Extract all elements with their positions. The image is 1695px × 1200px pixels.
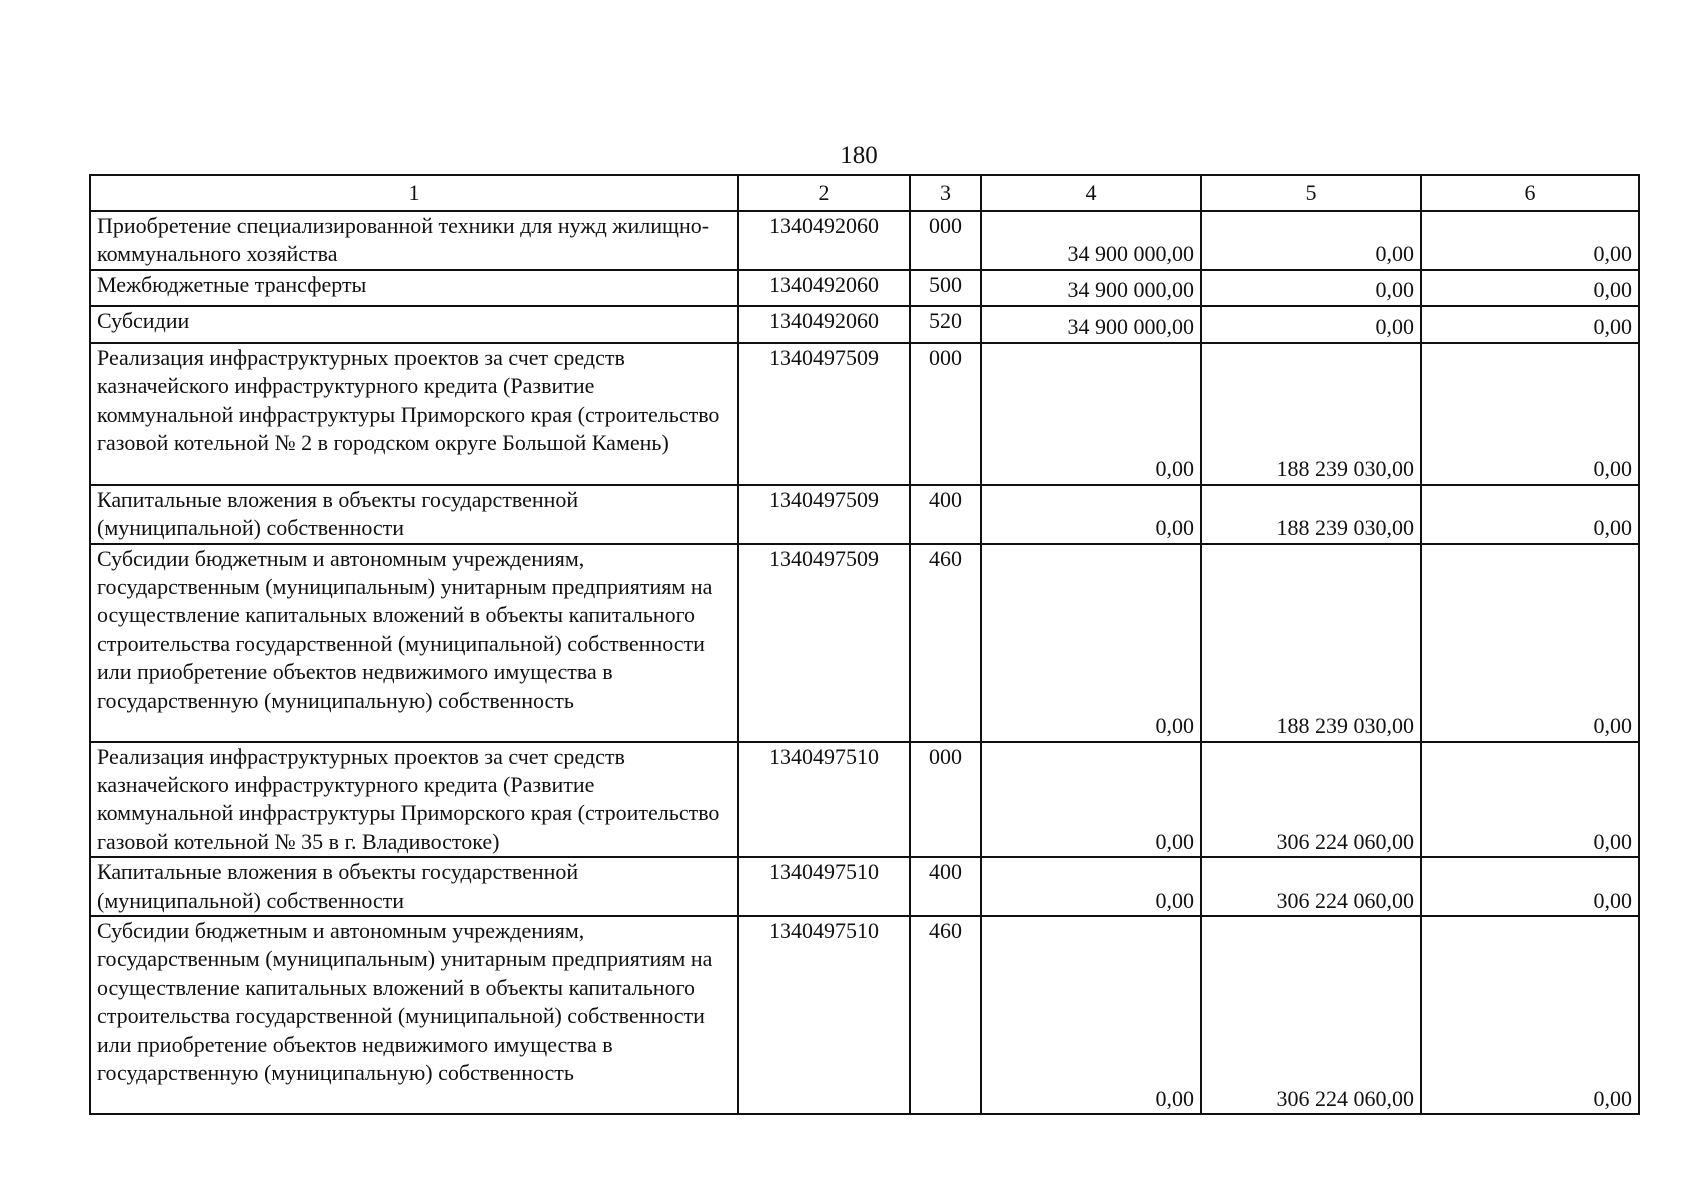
table-row bbox=[90, 544, 1639, 742]
row-sum-3: 0,00 bbox=[1421, 742, 1639, 858]
column-header: 4 bbox=[981, 175, 1201, 211]
row-sum-3: 0,00 bbox=[1421, 270, 1639, 306]
row-type: 460 bbox=[910, 916, 981, 1114]
row-sum-1: 0,00 bbox=[981, 343, 1201, 485]
row-name: Субсидии бюджетным и автономным учреждениям, государственным (муниципальным) унитарным предприятиям на осуществление капитальных вложений в объекты капитального строительства государственной (муниципальной) собственности или приобретение объектов недвижимого имущества в государственную (муниципальную) собственность bbox=[90, 544, 738, 742]
row-code: 1340497510 bbox=[738, 857, 910, 916]
row-type: 000 bbox=[910, 343, 981, 485]
row-type: 520 bbox=[910, 306, 981, 343]
row-sum-3: 0,00 bbox=[1421, 306, 1639, 343]
row-sum-3: 0,00 bbox=[1421, 857, 1639, 916]
row-sum-2: 188 239 030,00 bbox=[1201, 343, 1421, 485]
page-number: 180 bbox=[840, 142, 878, 169]
row-code: 1340497509 bbox=[738, 544, 910, 742]
row-name: Субсидии бюджетным и автономным учреждениям, государственным (муниципальным) унитарным предприятиям на осуществление капитальных вложений в объекты капитального строительства государственной (муниципальной) собственности или приобретение объектов недвижимого имущества в государственную (муниципальную) собственность bbox=[90, 916, 738, 1114]
row-type: 500 bbox=[910, 270, 981, 306]
row-sum-2: 188 239 030,00 bbox=[1201, 485, 1421, 544]
row-sum-2: 306 224 060,00 bbox=[1201, 742, 1421, 858]
table-row bbox=[90, 270, 1639, 306]
row-sum-1: 0,00 bbox=[981, 916, 1201, 1114]
row-sum-1: 34 900 000,00 bbox=[981, 211, 1201, 270]
table-row bbox=[90, 485, 1639, 544]
row-name: Капитальные вложения в объекты государственной (муниципальной) собственности bbox=[90, 857, 738, 916]
row-type: 400 bbox=[910, 485, 981, 544]
table-row bbox=[90, 343, 1639, 485]
row-sum-3: 0,00 bbox=[1421, 916, 1639, 1114]
table-row bbox=[90, 916, 1639, 1114]
row-sum-2: 188 239 030,00 bbox=[1201, 544, 1421, 742]
row-name: Реализация инфраструктурных проектов за счет средств казначейского инфраструктурного кредита (Развитие коммунальной инфраструктуры Приморского края (строительство газовой котельной № 35 в г. Владивостоке) bbox=[90, 742, 738, 858]
table-row bbox=[90, 211, 1639, 270]
row-name: Приобретение специализированной техники для нужд жилищно-коммунального хозяйства bbox=[90, 211, 738, 270]
row-code: 1340492060 bbox=[738, 306, 910, 343]
row-sum-3: 0,00 bbox=[1421, 343, 1639, 485]
row-type: 460 bbox=[910, 544, 981, 742]
column-header: 6 bbox=[1421, 175, 1639, 211]
row-type: 000 bbox=[910, 211, 981, 270]
row-sum-1: 34 900 000,00 bbox=[981, 306, 1201, 343]
row-sum-2: 306 224 060,00 bbox=[1201, 857, 1421, 916]
table-row bbox=[90, 306, 1639, 343]
column-header: 1 bbox=[90, 175, 738, 211]
column-header: 3 bbox=[910, 175, 981, 211]
row-name: Межбюджетные трансферты bbox=[90, 270, 738, 306]
row-name: Капитальные вложения в объекты государственной (муниципальной) собственности bbox=[90, 485, 738, 544]
row-sum-1: 34 900 000,00 bbox=[981, 270, 1201, 306]
column-number-row bbox=[90, 175, 1639, 211]
row-code: 1340497509 bbox=[738, 343, 910, 485]
row-sum-3: 0,00 bbox=[1421, 485, 1639, 544]
row-sum-1: 0,00 bbox=[981, 544, 1201, 742]
row-type: 400 bbox=[910, 857, 981, 916]
row-code: 1340497510 bbox=[738, 742, 910, 858]
row-code: 1340497509 bbox=[738, 485, 910, 544]
table-row bbox=[90, 857, 1639, 916]
row-code: 1340492060 bbox=[738, 211, 910, 270]
row-code: 1340497510 bbox=[738, 916, 910, 1114]
row-sum-1: 0,00 bbox=[981, 857, 1201, 916]
row-sum-3: 0,00 bbox=[1421, 211, 1639, 270]
budget-table bbox=[89, 174, 1640, 1115]
row-sum-1: 0,00 bbox=[981, 742, 1201, 858]
row-sum-2: 306 224 060,00 bbox=[1201, 916, 1421, 1114]
column-header: 5 bbox=[1201, 175, 1421, 211]
row-sum-2: 0,00 bbox=[1201, 211, 1421, 270]
column-header: 2 bbox=[738, 175, 910, 211]
row-type: 000 bbox=[910, 742, 981, 858]
row-sum-2: 0,00 bbox=[1201, 270, 1421, 306]
row-name: Реализация инфраструктурных проектов за счет средств казначейского инфраструктурного кредита (Развитие коммунальной инфраструктуры Приморского края (строительство газовой котельной № 2 в городском округе Большой Камень) bbox=[90, 343, 738, 485]
row-sum-1: 0,00 bbox=[981, 485, 1201, 544]
table-row bbox=[90, 742, 1639, 858]
row-code: 1340492060 bbox=[738, 270, 910, 306]
row-sum-2: 0,00 bbox=[1201, 306, 1421, 343]
row-sum-3: 0,00 bbox=[1421, 544, 1639, 742]
row-name: Субсидии bbox=[90, 306, 738, 343]
